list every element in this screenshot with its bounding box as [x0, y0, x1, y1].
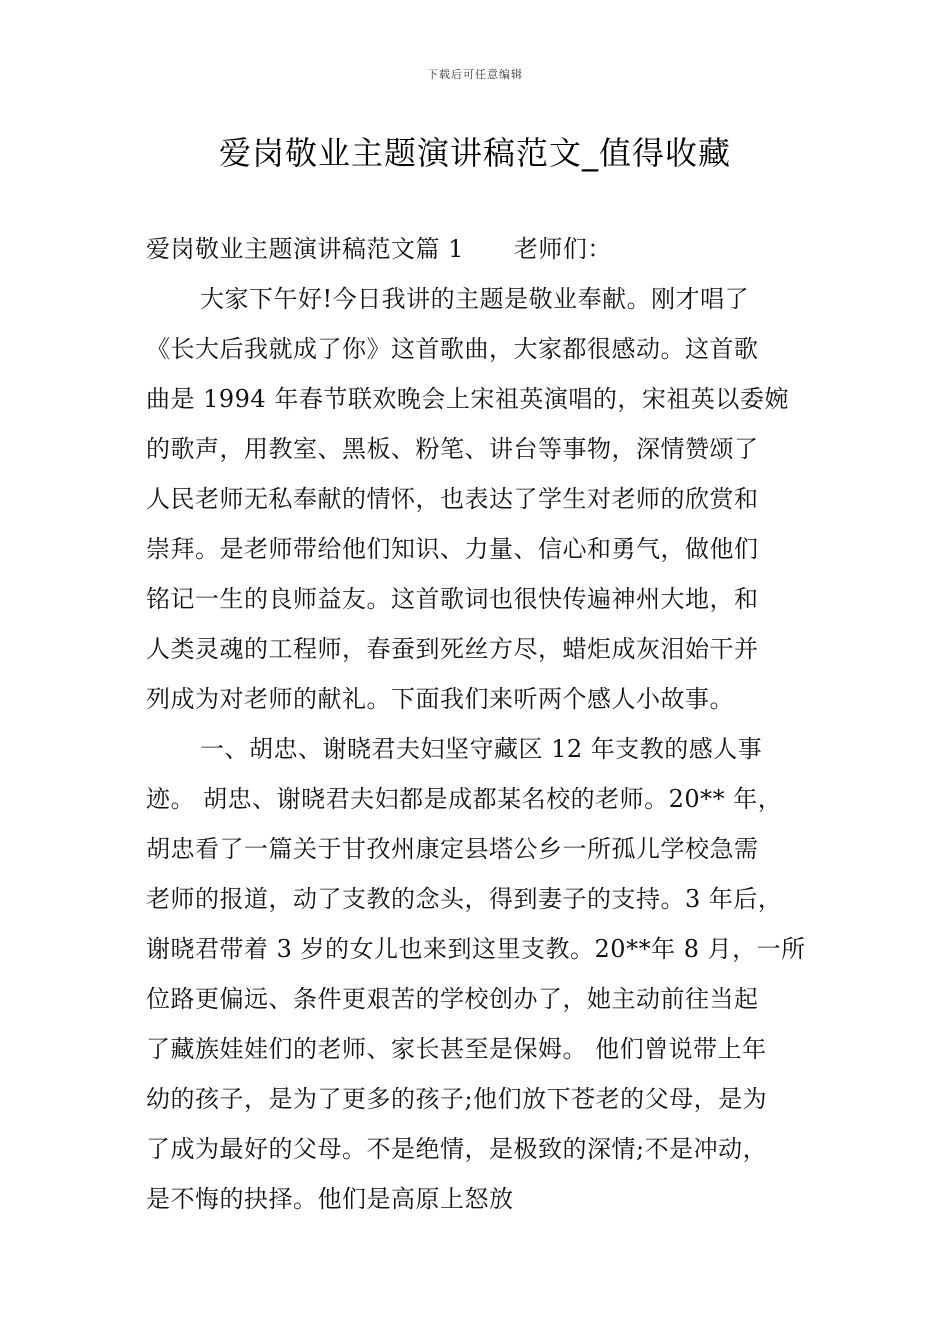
paragraph-line: 幼的孩子，是为了更多的孩子;他们放下苍老的父母，是为	[146, 1085, 768, 1113]
document-subtitle: 爱岗敬业主题演讲稿范文篇 1	[146, 235, 464, 263]
paragraph-line: 的歌声，用教室、黑板、粉笔、讲台等事物，深情赞颂了	[146, 435, 759, 463]
subtitle-line	[146, 224, 812, 274]
paragraph-line: 一、胡忠、谢晓君夫妇坚守藏区 12 年支教的感人事	[200, 735, 763, 763]
paragraph-line: 是不悔的抉择。他们是高原上怒放	[146, 1185, 514, 1213]
paragraph-line: 人民老师无私奉献的情怀，也表达了学生对老师的欣赏和	[146, 485, 759, 513]
paragraph-line: 胡忠看了一篇关于甘孜州康定县塔公乡一所孤儿学校急需	[146, 835, 759, 863]
paragraph-line: 曲是 1994 年春节联欢晚会上宋祖英演唱的，宋祖英以委婉	[146, 385, 789, 413]
paragraph-line: 大家下午好!今日我讲的主题是敬业奉献。刚才唱了	[200, 285, 750, 313]
paragraph-line: 位路更偏远、条件更艰苦的学校创办了，她主动前往当起	[146, 985, 759, 1013]
paragraph-line: 列成为对老师的献礼。下面我们来听两个感人小故事。	[146, 685, 734, 713]
document-body	[146, 224, 812, 1224]
paragraph-line: 人类灵魂的工程师，春蚕到死丝方尽，蜡炬成灰泪始干并	[146, 635, 759, 663]
paragraph-line: 崇拜。是老师带给他们知识、力量、信心和勇气，做他们	[146, 535, 759, 563]
paragraph-line: 了成为最好的父母。不是绝情，是极致的深情;不是冲动，	[146, 1135, 768, 1163]
paragraph-line: 老师的报道，动了支教的念头，得到妻子的支持。3 年后，	[146, 885, 783, 913]
paragraph-line: 了藏族娃娃们的老师、家长甚至是保姆。 他们曾说带上年	[146, 1035, 767, 1063]
salutation: 老师们：	[513, 235, 612, 263]
document-title: 爱岗敬业主题演讲稿范文_值得收藏	[218, 134, 731, 172]
paragraph-line: 《长大后我就成了你》这首歌曲，大家都很感动。这首歌	[146, 335, 759, 363]
paragraph-line: 迹。 胡忠、谢晓君夫妇都是成都某名校的老师。20** 年，	[146, 785, 783, 813]
paragraph-line: 谢晓君带着 3 岁的女儿也来到这里支教。20**年 8 月，一所	[146, 935, 806, 963]
paragraph-line: 铭记一生的良师益友。这首歌词也很快传遍神州大地，和	[146, 585, 759, 613]
page-header-note: 下载后可任意编辑	[427, 68, 523, 81]
